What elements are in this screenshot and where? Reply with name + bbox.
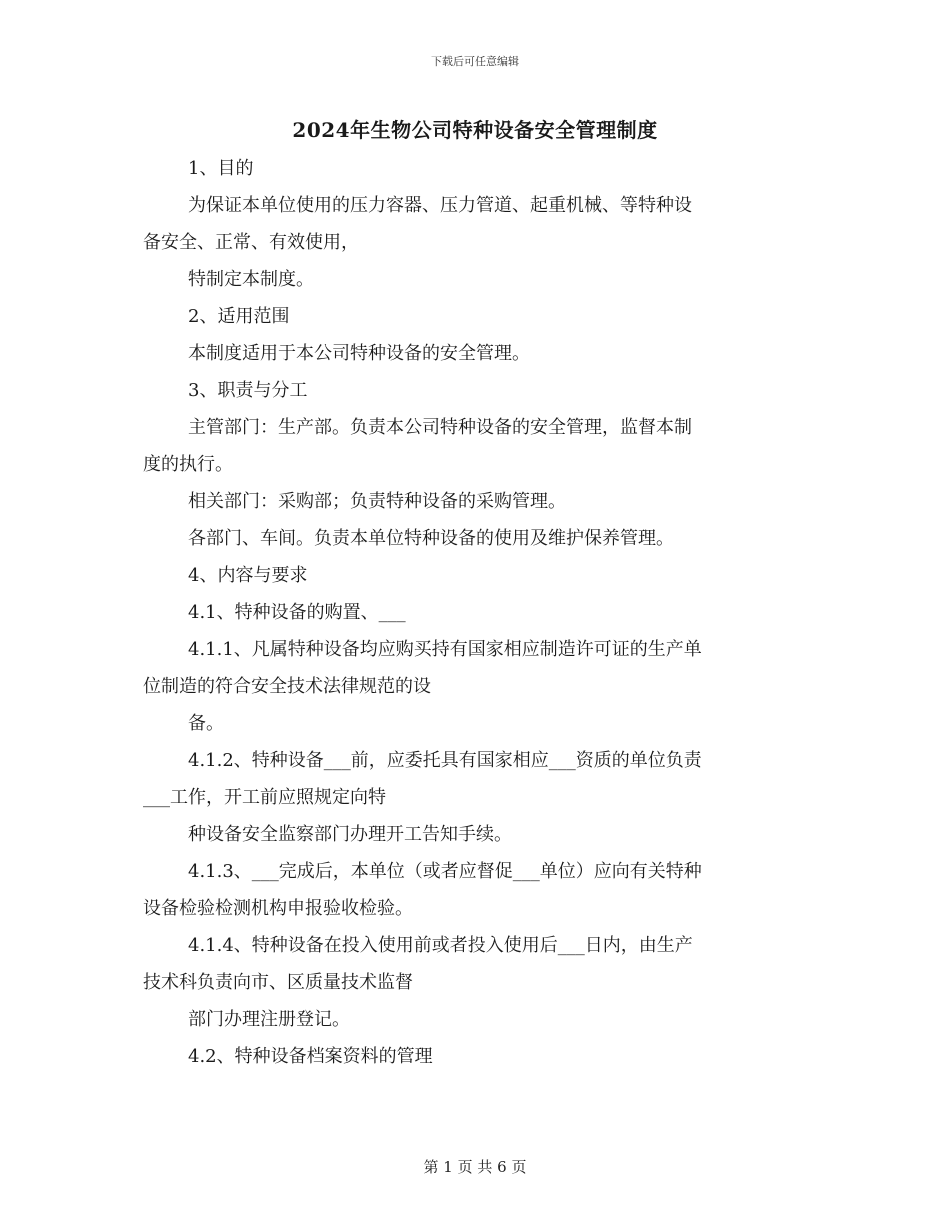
paragraph-line: 位制造的符合安全技术法律规范的设 bbox=[143, 676, 431, 697]
document-title: 2024年生物公司特种设备安全管理制度 bbox=[292, 118, 658, 142]
section-heading: 1、目的 bbox=[188, 158, 254, 179]
subsection-heading: 4.1、特种设备的购置、___ bbox=[188, 602, 406, 623]
paragraph-line: 种设备安全监察部门办理开工告知手续。 bbox=[188, 824, 512, 845]
paragraph-line: 4.1.2、特种设备___前，应委托具有国家相应___资质的单位负责 bbox=[188, 750, 702, 771]
paragraph-line: 备。 bbox=[188, 713, 224, 734]
paragraph-line: 设备检验检测机构申报验收检验。 bbox=[143, 898, 413, 919]
paragraph-line: 度的执行。 bbox=[143, 454, 233, 475]
section-heading: 4、内容与要求 bbox=[188, 565, 308, 586]
paragraph-line: 4.1.3、___完成后，本单位（或者应督促___单位）应向有关特种 bbox=[188, 861, 702, 882]
paragraph-line: 部门办理注册登记。 bbox=[188, 1009, 350, 1030]
paragraph-line: 特制定本制度。 bbox=[188, 269, 314, 290]
paragraph-line: 4.1.4、特种设备在投入使用前或者投入使用后___日内，由生产 bbox=[188, 935, 693, 956]
page-header: 下载后可任意编辑 bbox=[431, 55, 519, 68]
paragraph-line: 为保证本单位使用的压力容器、压力管道、起重机械、等特种设 bbox=[188, 195, 692, 216]
subsection-heading: 4.2、特种设备档案资料的管理 bbox=[188, 1046, 433, 1067]
paragraph-line: 主管部门：生产部。负责本公司特种设备的安全管理，监督本制 bbox=[188, 417, 692, 438]
document-body bbox=[143, 150, 811, 1075]
paragraph-line: 技术科负责向市、区质量技术监督 bbox=[143, 972, 413, 993]
section-heading: 3、职责与分工 bbox=[188, 380, 308, 401]
paragraph-line: 4.1.1、凡属特种设备均应购买持有国家相应制造许可证的生产单 bbox=[188, 639, 702, 660]
paragraph-line: 备安全、正常、有效使用， bbox=[143, 232, 359, 253]
page-number: 第 1 页 共 6 页 bbox=[423, 1158, 527, 1176]
paragraph-line: 相关部门：采购部；负责特种设备的采购管理。 bbox=[188, 491, 566, 512]
paragraph-line: 本制度适用于本公司特种设备的安全管理。 bbox=[188, 343, 530, 364]
paragraph-line: ___工作，开工前应照规定向特 bbox=[143, 787, 386, 808]
paragraph-line: 各部门、车间。负责本单位特种设备的使用及维护保养管理。 bbox=[188, 528, 674, 549]
section-heading: 2、适用范围 bbox=[188, 306, 290, 327]
